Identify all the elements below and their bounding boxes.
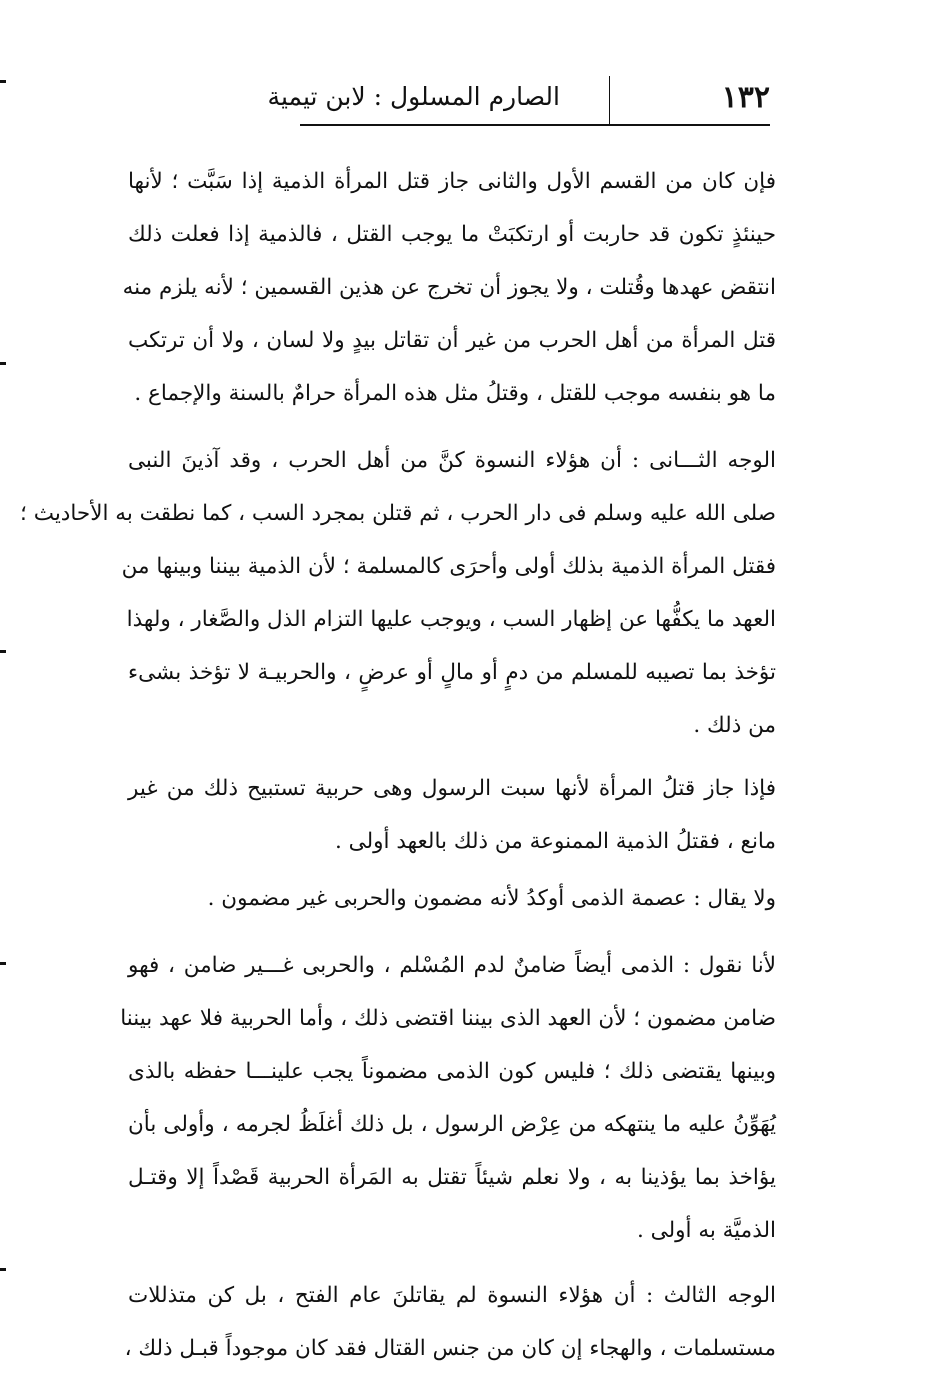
paragraph-2 (20, 434, 776, 752)
text-line: فإذا جاز قتلُ المرأة لأنها سبت الرسول وهى حربية تستبيح ذلك من غير (128, 776, 776, 801)
text-line: ولا يقال : عصمة الذمى أوكدُ لأنه مضمون والحربى غير مضمون . (207, 886, 776, 911)
text-line: لأنا نقول : الذمى أيضاً ضامنٌ لدم المُسْلم ، والحربى غـــير ضامن ، فهو (128, 953, 776, 978)
text-line: مستسلمات ، والهجاء إن كان من جنس القتال فقد كان موجوداً قبـل ذلك ، (124, 1336, 776, 1361)
paragraph-gap (128, 752, 776, 762)
text-line: الذميَّة به أولى . (636, 1218, 776, 1243)
text-line: ضامن مضمون ؛ لأن العهد الذى بيننا اقتضى ذلك ، وأما الحربية فلا عهد بيننا (120, 1006, 776, 1031)
paragraph-1 (122, 155, 776, 420)
text-line: ما هو بنفسه موجب للقتل ، وقتلُ مثل هذه المرأة حرامٌ بالسنة والإجماع . (134, 381, 776, 406)
header-divider (609, 76, 610, 124)
paragraph-gap (128, 420, 776, 434)
text-line: مانع ، فقتلُ الذمية الممنوعة من ذلك بالعهد أولى . (335, 829, 776, 854)
header-rule (300, 124, 770, 126)
text-line: صلى الله عليه وسلم فى دار الحرب ، ثم قتلن بمجرد السب ، كما نطقت به الأحاديث ؛ (20, 501, 776, 526)
text-line: الوجه الثالث : أن هؤلاء النسوة لم يقاتلنَ عام الفتح ، بل كن متذللات (128, 1283, 776, 1308)
scan-edge-mark (0, 1268, 6, 1271)
page-header (267, 72, 770, 122)
text-line: وبينها يقتضى ذلك ؛ فليس كون الذمى مضموناً يجب علينـــا حفظه بالذى (128, 1059, 776, 1084)
text-line: يؤاخذ بما يؤذينا به ، ولا نعلم شيئاً تقتل به المَرأة الحربية قَصْداً إلا وقتـل (128, 1165, 776, 1190)
running-title: الصارم المسلول : لابن تيمية (267, 82, 560, 111)
paragraph-gap (128, 1257, 776, 1269)
page-number: ١٣٢ (721, 80, 770, 115)
text-line: من ذلك . (693, 713, 776, 738)
paragraph-5 (120, 939, 776, 1257)
scan-edge-mark (0, 962, 6, 965)
text-line: حينئذٍ تكون قد حاربت أو ارتكبَتْ ما يوجب القتل ، فالذمية إذا فعلت ذلك (128, 222, 776, 247)
text-line: تؤخذ بما تصيبه للمسلم من دمٍ أو مالٍ أو عرضٍ ، والحربيـة لا تؤخذ بشىء (128, 660, 776, 685)
body-text (20, 155, 776, 1375)
paragraph-4 (128, 872, 776, 925)
paragraph-6 (124, 1269, 776, 1375)
scan-edge-mark (0, 80, 6, 83)
text-line: الوجه الثـــانى : أن هؤلاء النسوة كنَّ من أهل الحرب ، وقد آذينَ النبى (128, 448, 776, 473)
text-line: فإن كان من القسم الأول والثانى جاز قتل المرأة الذمية إذا سَبَّت ؛ لأنها (128, 169, 776, 194)
text-line: فقتل المرأة الذمية بذلك أولى وأحرَى كالمسلمة ؛ لأن الذمية بيننا وبينها من (121, 554, 776, 579)
paragraph-gap (128, 925, 776, 939)
text-line: انتقض عهدها وقُتلت ، ولا يجوز أن تخرج عن هذين القسمين ؛ لأنه يلزم منه (122, 275, 776, 300)
scan-edge-mark (0, 650, 6, 653)
paragraph-3 (128, 762, 776, 868)
scan-edge-mark (0, 362, 6, 365)
text-line: العهد ما يكفُّها عن إظهار السب ، ويوجب عليها التزام الذل والصَّغار ، ولهذا (126, 607, 776, 632)
text-line: يُهَوِّنُ عليه ما ينتهكه من عِرْض الرسول ، بل ذلك أغلَظُ لجرمه ، وأولى بأن (128, 1112, 776, 1137)
text-line: قتل المرأة من أهل الحرب من غير أن تقاتل بيدٍ ولا لسان ، ولا أن ترتكب (128, 328, 776, 353)
